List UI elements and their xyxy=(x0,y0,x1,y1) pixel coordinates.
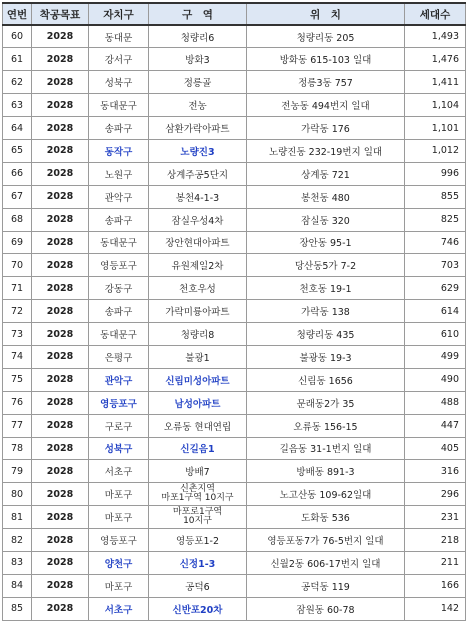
cell-district: 관악구 xyxy=(89,185,149,208)
table-row xyxy=(3,71,466,94)
cell-households: 614 xyxy=(405,300,466,323)
cell-district: 양천구 xyxy=(89,551,149,574)
cell-location: 천호동 19-1 xyxy=(247,277,405,300)
table-row xyxy=(3,323,466,346)
cell-zone: 신길음1 xyxy=(149,437,247,460)
cell-location: 가락동 176 xyxy=(247,117,405,140)
cell-location: 상계동 721 xyxy=(247,162,405,185)
cell-location: 방배동 891-3 xyxy=(247,460,405,483)
cell-district: 서초구 xyxy=(89,597,149,620)
table-row xyxy=(3,277,466,300)
cell-no: 70 xyxy=(3,254,32,277)
cell-location: 노고산동 109-62일대 xyxy=(247,483,405,506)
cell-households: 316 xyxy=(405,460,466,483)
cell-zone: 청량리8 xyxy=(149,323,247,346)
cell-district: 성북구 xyxy=(89,437,149,460)
cell-district: 성북구 xyxy=(89,71,149,94)
cell-no: 69 xyxy=(3,231,32,254)
cell-target: 2028 xyxy=(32,231,89,254)
cell-households: 211 xyxy=(405,551,466,574)
cell-district: 마포구 xyxy=(89,574,149,597)
cell-households: 746 xyxy=(405,231,466,254)
table-row xyxy=(3,300,466,323)
table-row xyxy=(3,597,466,620)
cell-location: 봉천동 480 xyxy=(247,185,405,208)
cell-no: 61 xyxy=(3,48,32,71)
cell-target: 2028 xyxy=(32,71,89,94)
cell-location: 당산동5가 7-2 xyxy=(247,254,405,277)
cell-location: 잠실동 320 xyxy=(247,208,405,231)
cell-households: 490 xyxy=(405,368,466,391)
cell-households: 1,101 xyxy=(405,117,466,140)
cell-households: 488 xyxy=(405,391,466,414)
cell-zone: 방배7 xyxy=(149,460,247,483)
header-households: 세대수 xyxy=(405,3,466,25)
cell-location: 청량리동 435 xyxy=(247,323,405,346)
cell-target: 2028 xyxy=(32,323,89,346)
table-row xyxy=(3,391,466,414)
table-row xyxy=(3,551,466,574)
header-district: 자치구 xyxy=(89,3,149,25)
cell-district: 송파구 xyxy=(89,117,149,140)
cell-district: 영등포구 xyxy=(89,254,149,277)
cell-households: 1,476 xyxy=(405,48,466,71)
cell-district: 동작구 xyxy=(89,139,149,162)
cell-district: 동대문 xyxy=(89,25,149,48)
table-row xyxy=(3,345,466,368)
cell-zone: 불광1 xyxy=(149,345,247,368)
cell-district: 강서구 xyxy=(89,48,149,71)
cell-no: 81 xyxy=(3,506,32,529)
cell-zone: 노량진3 xyxy=(149,139,247,162)
cell-zone: 장안현대아파트 xyxy=(149,231,247,254)
cell-no: 82 xyxy=(3,529,32,552)
cell-target: 2028 xyxy=(32,254,89,277)
cell-location: 문래동2가 35 xyxy=(247,391,405,414)
table-header-row xyxy=(3,3,466,25)
cell-district: 마포구 xyxy=(89,483,149,506)
cell-district: 동대문구 xyxy=(89,231,149,254)
redevelopment-table xyxy=(2,2,466,621)
cell-no: 62 xyxy=(3,71,32,94)
table-row xyxy=(3,483,466,506)
cell-target: 2028 xyxy=(32,94,89,117)
table-row xyxy=(3,185,466,208)
cell-no: 78 xyxy=(3,437,32,460)
cell-zone: 신촌지역 마포1구역 10지구 xyxy=(149,483,247,506)
cell-target: 2028 xyxy=(32,345,89,368)
cell-target: 2028 xyxy=(32,551,89,574)
cell-target: 2028 xyxy=(32,483,89,506)
cell-location: 불광동 19-3 xyxy=(247,345,405,368)
cell-target: 2028 xyxy=(32,506,89,529)
cell-households: 447 xyxy=(405,414,466,437)
cell-no: 64 xyxy=(3,117,32,140)
cell-no: 68 xyxy=(3,208,32,231)
cell-households: 629 xyxy=(405,277,466,300)
cell-target: 2028 xyxy=(32,117,89,140)
cell-zone: 영등포1-2 xyxy=(149,529,247,552)
table-row xyxy=(3,460,466,483)
cell-households: 996 xyxy=(405,162,466,185)
cell-no: 77 xyxy=(3,414,32,437)
cell-no: 72 xyxy=(3,300,32,323)
cell-households: 855 xyxy=(405,185,466,208)
cell-target: 2028 xyxy=(32,277,89,300)
cell-location: 도화동 536 xyxy=(247,506,405,529)
cell-no: 66 xyxy=(3,162,32,185)
cell-target: 2028 xyxy=(32,391,89,414)
header-location: 위 치 xyxy=(247,3,405,25)
table-row xyxy=(3,208,466,231)
cell-location: 전농동 494번지 일대 xyxy=(247,94,405,117)
cell-district: 은평구 xyxy=(89,345,149,368)
cell-households: 703 xyxy=(405,254,466,277)
cell-no: 67 xyxy=(3,185,32,208)
cell-district: 서초구 xyxy=(89,460,149,483)
cell-location: 가락동 138 xyxy=(247,300,405,323)
cell-target: 2028 xyxy=(32,300,89,323)
cell-households: 296 xyxy=(405,483,466,506)
table-row xyxy=(3,506,466,529)
table-row xyxy=(3,254,466,277)
cell-district: 동대문구 xyxy=(89,94,149,117)
cell-location: 청량리동 205 xyxy=(247,25,405,48)
cell-target: 2028 xyxy=(32,574,89,597)
cell-zone: 봉천4-1-3 xyxy=(149,185,247,208)
cell-district: 강동구 xyxy=(89,277,149,300)
cell-location: 잠원동 60-78 xyxy=(247,597,405,620)
cell-location: 공덕동 119 xyxy=(247,574,405,597)
cell-zone: 상계주공5단지 xyxy=(149,162,247,185)
cell-no: 65 xyxy=(3,139,32,162)
cell-households: 1,411 xyxy=(405,71,466,94)
cell-no: 83 xyxy=(3,551,32,574)
cell-target: 2028 xyxy=(32,25,89,48)
table-row xyxy=(3,437,466,460)
cell-zone: 오류동 현대연립 xyxy=(149,414,247,437)
cell-no: 85 xyxy=(3,597,32,620)
cell-district: 노원구 xyxy=(89,162,149,185)
cell-zone: 청량리6 xyxy=(149,25,247,48)
cell-zone: 방화3 xyxy=(149,48,247,71)
cell-zone: 마포로1구역 10지구 xyxy=(149,506,247,529)
cell-district: 동대문구 xyxy=(89,323,149,346)
cell-households: 1,493 xyxy=(405,25,466,48)
cell-no: 60 xyxy=(3,25,32,48)
cell-target: 2028 xyxy=(32,437,89,460)
header-target: 착공목표 xyxy=(32,3,89,25)
cell-households: 499 xyxy=(405,345,466,368)
cell-no: 74 xyxy=(3,345,32,368)
cell-households: 825 xyxy=(405,208,466,231)
cell-zone: 남성아파트 xyxy=(149,391,247,414)
cell-district: 영등포구 xyxy=(89,529,149,552)
cell-target: 2028 xyxy=(32,48,89,71)
redevelopment-table-sheet xyxy=(2,2,465,621)
cell-households: 1,104 xyxy=(405,94,466,117)
table-row xyxy=(3,574,466,597)
cell-target: 2028 xyxy=(32,185,89,208)
table-row xyxy=(3,139,466,162)
header-zone: 구 역 xyxy=(149,3,247,25)
cell-location: 정릉3동 757 xyxy=(247,71,405,94)
cell-location: 신월2동 606-17번지 일대 xyxy=(247,551,405,574)
cell-district: 마포구 xyxy=(89,506,149,529)
table-row xyxy=(3,368,466,391)
cell-no: 79 xyxy=(3,460,32,483)
table-body xyxy=(3,25,466,620)
cell-zone: 삼환가락아파트 xyxy=(149,117,247,140)
table-row xyxy=(3,231,466,254)
header-no: 연번 xyxy=(3,3,32,25)
cell-zone: 잠실우성4차 xyxy=(149,208,247,231)
cell-zone: 공덕6 xyxy=(149,574,247,597)
cell-target: 2028 xyxy=(32,529,89,552)
cell-location: 신림동 1656 xyxy=(247,368,405,391)
cell-location: 길음동 31-1번지 일대 xyxy=(247,437,405,460)
cell-location: 장안동 95-1 xyxy=(247,231,405,254)
cell-zone: 신림미성아파트 xyxy=(149,368,247,391)
table-row xyxy=(3,529,466,552)
cell-target: 2028 xyxy=(32,208,89,231)
table-row xyxy=(3,414,466,437)
cell-district: 송파구 xyxy=(89,300,149,323)
cell-zone: 신정1-3 xyxy=(149,551,247,574)
cell-target: 2028 xyxy=(32,162,89,185)
cell-target: 2028 xyxy=(32,460,89,483)
cell-zone: 천호우성 xyxy=(149,277,247,300)
cell-district: 송파구 xyxy=(89,208,149,231)
cell-households: 610 xyxy=(405,323,466,346)
cell-no: 75 xyxy=(3,368,32,391)
cell-target: 2028 xyxy=(32,368,89,391)
cell-location: 노량진동 232-19번지 일대 xyxy=(247,139,405,162)
table-row xyxy=(3,117,466,140)
cell-location: 오류동 156-15 xyxy=(247,414,405,437)
cell-zone: 정릉골 xyxy=(149,71,247,94)
cell-households: 1,012 xyxy=(405,139,466,162)
cell-no: 73 xyxy=(3,323,32,346)
table-row xyxy=(3,162,466,185)
cell-zone: 전농 xyxy=(149,94,247,117)
cell-target: 2028 xyxy=(32,597,89,620)
cell-target: 2028 xyxy=(32,139,89,162)
cell-households: 166 xyxy=(405,574,466,597)
cell-no: 63 xyxy=(3,94,32,117)
cell-households: 218 xyxy=(405,529,466,552)
cell-location: 영등포동7가 76-5번지 일대 xyxy=(247,529,405,552)
cell-zone: 유원제일2차 xyxy=(149,254,247,277)
cell-location: 방화동 615-103 일대 xyxy=(247,48,405,71)
cell-no: 84 xyxy=(3,574,32,597)
cell-no: 80 xyxy=(3,483,32,506)
table-row xyxy=(3,25,466,48)
cell-no: 76 xyxy=(3,391,32,414)
table-row xyxy=(3,48,466,71)
cell-target: 2028 xyxy=(32,414,89,437)
cell-zone: 가락미륭아파트 xyxy=(149,300,247,323)
cell-no: 71 xyxy=(3,277,32,300)
cell-households: 405 xyxy=(405,437,466,460)
cell-zone: 신반포20차 xyxy=(149,597,247,620)
cell-households: 142 xyxy=(405,597,466,620)
table-row xyxy=(3,94,466,117)
cell-households: 231 xyxy=(405,506,466,529)
cell-district: 영등포구 xyxy=(89,391,149,414)
cell-district: 관악구 xyxy=(89,368,149,391)
cell-district: 구로구 xyxy=(89,414,149,437)
